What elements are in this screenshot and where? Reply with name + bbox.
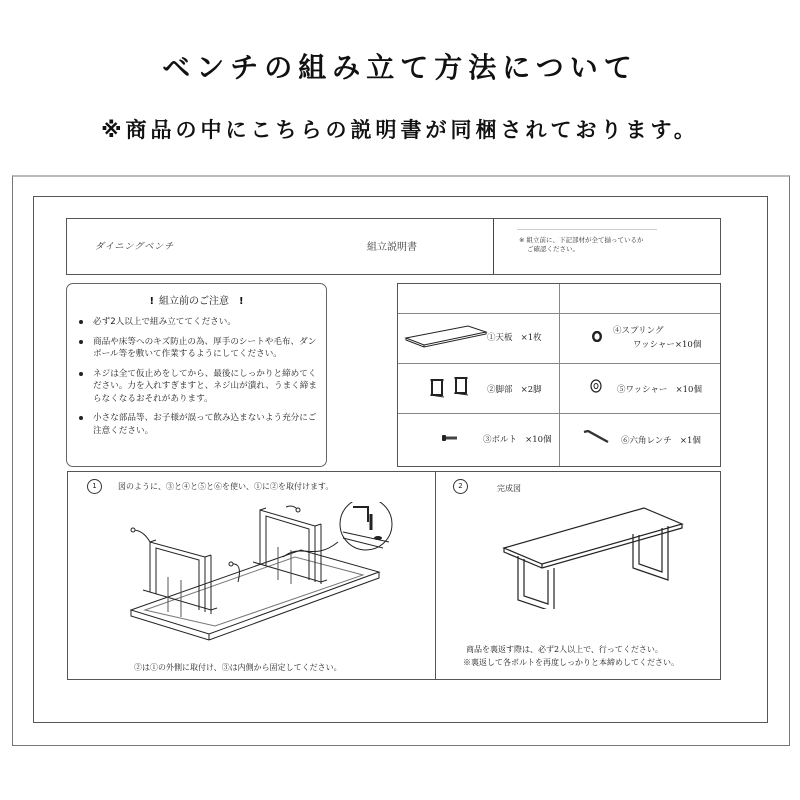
- header-table: [66, 218, 721, 275]
- header-note-line1: ※ 組立前に、下記部材が全て揃っているか: [519, 236, 644, 244]
- note-rule: [517, 229, 657, 230]
- doc-title: 組立説明書: [367, 242, 417, 253]
- table-divider: [398, 413, 720, 414]
- table-divider: [559, 284, 560, 466]
- notice-title-text: 組立前のご注意: [159, 296, 229, 307]
- bullet-icon: [79, 372, 83, 376]
- table-divider: [398, 363, 720, 364]
- table-divider: [398, 313, 720, 314]
- part-item-legs: ②脚部 ×2脚: [487, 385, 542, 395]
- tabletop-board-icon: [404, 324, 488, 350]
- page-title: ベンチの組み立て方法について: [162, 51, 638, 84]
- bullet-icon: [79, 416, 83, 420]
- notice-box: [66, 283, 327, 467]
- header-divider: [493, 219, 494, 274]
- leg-frame-icon: [430, 377, 472, 399]
- notice-title: [67, 292, 326, 307]
- step-1-instruction: 図のように、③と④と⑤と⑥を使い、①に②を取付けます。: [118, 482, 334, 491]
- product-name: ダイニングベンチ: [95, 242, 175, 252]
- part-item-hex-wrench: ⑥六角レンチ ×1個: [621, 436, 701, 446]
- notice-item: 必ず2人以上で組み立ててください。: [77, 316, 322, 329]
- assembly-diagram: [123, 502, 423, 652]
- bullet-icon: [79, 320, 83, 324]
- header-note: [519, 236, 644, 254]
- bolt-icon: [442, 434, 458, 442]
- washer-icon: [590, 379, 602, 393]
- notice-item: 小さな部品等、お子様が誤って飲み込まないよう充分にご注意ください。: [77, 412, 322, 437]
- step-2-panel: [435, 471, 721, 680]
- exclamation-icon: !: [239, 296, 244, 307]
- part-item-washer: ⑤ワッシャー ×10個: [617, 385, 702, 395]
- part-item-bolt: ③ボルト ×10個: [483, 435, 552, 445]
- part-item-tabletop: ①天板 ×1枚: [487, 333, 542, 343]
- bullet-icon: [79, 340, 83, 344]
- exclamation-icon: !: [149, 296, 154, 307]
- spring-washer-icon: [592, 331, 602, 342]
- parts-table: [397, 283, 721, 467]
- completion-figure-caption: 完成図: [497, 484, 521, 493]
- step-2-footer-line1: 商品を裏返す際は、必ず2人以上で、行ってください。: [466, 645, 663, 654]
- part-item-spring-washer: ④スプリング ワッシャー×10個: [613, 326, 702, 350]
- notice-list: [77, 316, 322, 444]
- hex-wrench-icon: [582, 430, 610, 444]
- step-number: 1: [87, 479, 102, 494]
- step-2-footer-line2: ※裏返して各ボルトを再度しっかりと本締めしてください。: [463, 658, 679, 667]
- notice-item: ネジは全て仮止めをしてから、最後にしっかりと締めてください。力を入れすぎますと、ネジ山が潰れ、うまく締まらなくなるおそれがあります。: [77, 368, 322, 406]
- header-note-line2: ご確認ください。: [527, 245, 579, 253]
- page-subtitle: ※商品の中にこちらの説明書が同梱されております。: [101, 118, 699, 142]
- step-1-footer: ②は①の外側に取付け、③は内側から固定してください。: [134, 663, 342, 672]
- step-1-panel: [67, 471, 436, 680]
- finished-bench-illustration: [502, 504, 687, 609]
- notice-item: 商品や床等へのキズ防止の為、厚手のシートや毛布、ダンボール等を敷いて作業するようにしてください。: [77, 336, 322, 361]
- step-number: 2: [453, 479, 468, 494]
